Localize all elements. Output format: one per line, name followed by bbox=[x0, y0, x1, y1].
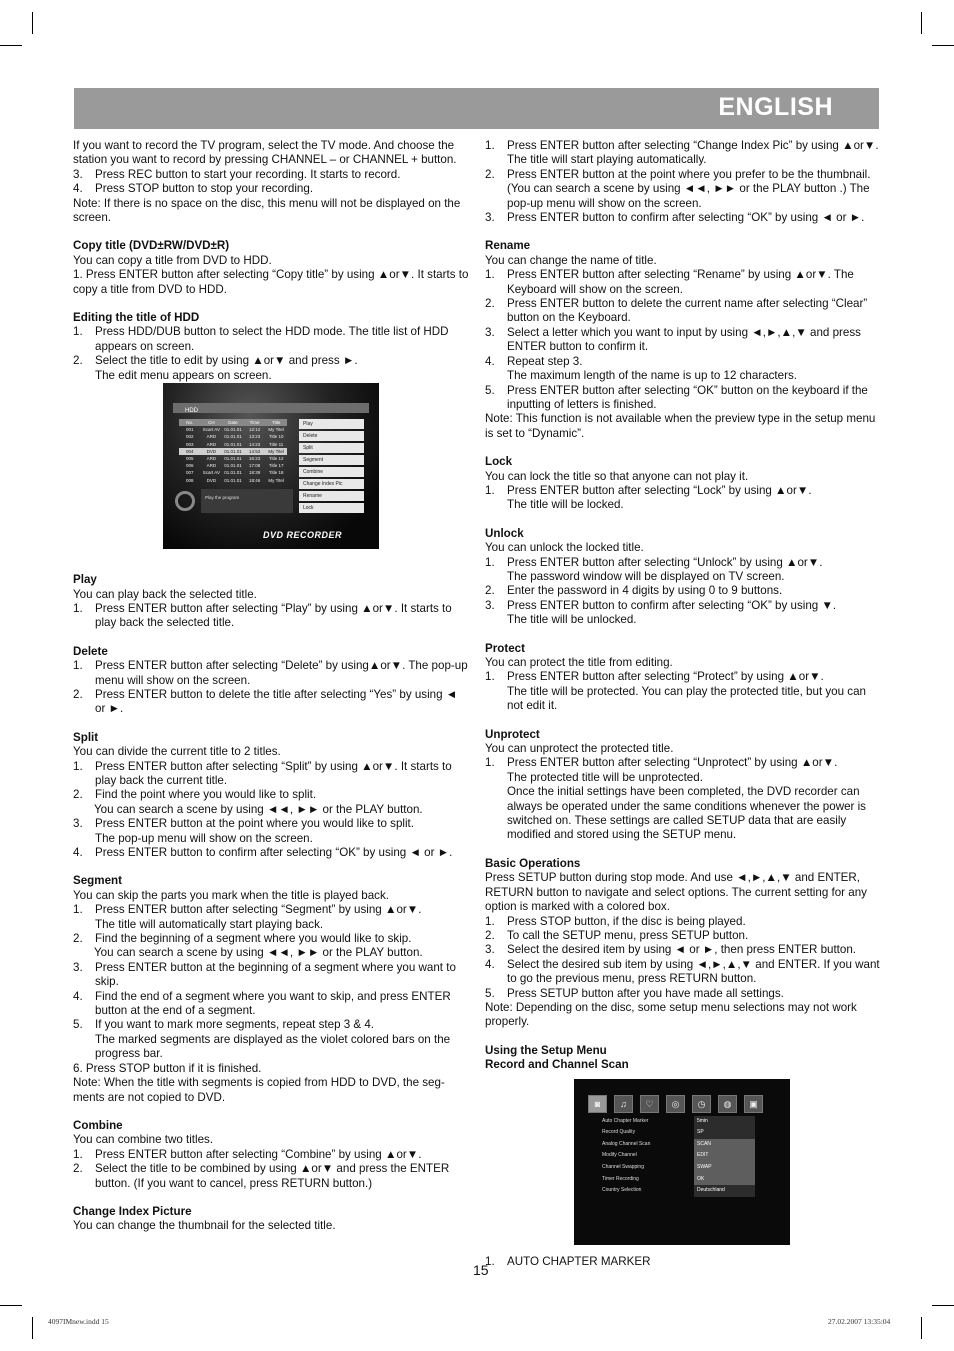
list-item: 1. Press ENTER button after selecting “Protect” by using ▲or▼. bbox=[485, 670, 824, 684]
heart-icon: ♡ bbox=[640, 1095, 659, 1113]
list-item: 1. Press ENTER button after selecting “Split” by using ▲or▼. It starts to play back the current title. bbox=[73, 759, 452, 787]
footer-date: 27.02.2007 13:35:04 bbox=[828, 1317, 891, 1326]
edit-menu bbox=[299, 419, 364, 515]
list-item: 4. Press STOP button to stop your recording. bbox=[73, 182, 314, 196]
crop-mark bbox=[32, 1317, 33, 1339]
section-heading: Segment bbox=[73, 874, 122, 888]
section-heading: Record and Channel Scan bbox=[485, 1058, 629, 1072]
section-heading: Rename bbox=[485, 239, 531, 253]
paragraph: (You can search a scene by using ◄◄, ►► or the PLAY button .) The pop-up menu will show on the screen. bbox=[507, 182, 870, 210]
page-number: 15 bbox=[473, 1262, 489, 1278]
globe-icon: ◍ bbox=[718, 1095, 737, 1113]
menu-item: Segment bbox=[299, 455, 364, 465]
table-row: 002 ARD 01.01.01 13:23 Title 10 bbox=[186, 434, 284, 440]
paragraph: Press SETUP button during stop mode. And use ◄,►,▲,▼ and ENTER, RETURN button to navigate and select options. The current setting for any option is marked with a colored box. bbox=[485, 871, 867, 914]
crop-mark bbox=[932, 1305, 954, 1306]
paragraph: You can unlock the locked title. bbox=[485, 541, 644, 555]
crop-mark bbox=[932, 45, 954, 46]
brand-logo: DVD RECORDER bbox=[263, 530, 343, 541]
hdd-bar: HDD bbox=[173, 403, 369, 413]
setup-row: Auto Chapter Marker 5min bbox=[602, 1116, 762, 1128]
paragraph: You can divide the current title to 2 titles. bbox=[73, 745, 281, 759]
intro-text: If you want to record the TV program, select the TV mode. And choose the station you want to record by pressing CHANNEL – or CHANNEL + button. bbox=[73, 139, 457, 167]
disc-icon bbox=[175, 491, 195, 511]
menu-item: Split bbox=[299, 443, 364, 453]
section-heading: Unlock bbox=[485, 526, 524, 540]
list-item: 4. Press ENTER button to confirm after selecting “OK” by using ◄ or ►. bbox=[73, 846, 453, 859]
paragraph: 6. Press STOP button if it is finished. bbox=[73, 1061, 262, 1075]
paragraph: You can skip the parts you mark when the title is played back. bbox=[73, 888, 389, 902]
table-row: 008 DVD 01.01.01 18:46 My Titel bbox=[186, 477, 284, 483]
paragraph: You can protect the title from editing. bbox=[485, 656, 673, 669]
list-item: 2. Press ENTER button to delete the current name after selecting “Clear” button on the Keyboard. bbox=[485, 297, 868, 325]
paragraph: The title will be locked. bbox=[507, 498, 624, 512]
list-item: 1. Press ENTER button after selecting “Rename” by using ▲or▼. The Keyboard will show on the screen. bbox=[485, 268, 854, 296]
paragraph: You can search a scene by using ◄◄, ►► or the PLAY button. bbox=[94, 946, 423, 960]
paragraph: You can unprotect the protected title. bbox=[485, 742, 674, 756]
paragraph: The edit menu appears on screen. bbox=[95, 368, 272, 382]
paragraph: You can play back the selected title. bbox=[73, 587, 257, 601]
menu-item: Play bbox=[299, 419, 364, 429]
title-table bbox=[179, 419, 287, 484]
menu-item: Change Index Pic bbox=[299, 479, 364, 489]
table-row: 006 ARD 01.01.01 17:08 Title 17 bbox=[186, 463, 284, 469]
section-heading: Delete bbox=[73, 644, 108, 658]
menu-item: Rename bbox=[299, 491, 364, 501]
list-item: 2. Find the point where you would like to split. bbox=[73, 788, 317, 802]
table-row: 001 Scart AV 01.01.01 12:12 My Titel bbox=[186, 427, 284, 433]
paragraph: The title will automatically start playing back. bbox=[95, 917, 324, 931]
setup-tab-icons bbox=[588, 1095, 763, 1113]
paragraph: You can change the thumbnail for the selected title. bbox=[73, 1219, 336, 1233]
setup-menu-screenshot bbox=[574, 1079, 790, 1245]
list-item: 4. Find the end of a segment where you want to skip, and press ENTER button at the end of a segment. bbox=[73, 989, 451, 1018]
table-row: 003 ARD 01.01.01 14:23 Title 11 bbox=[186, 441, 284, 447]
list-item: 1. Press ENTER button after selecting “Play” by using ▲or▼. It starts to play back the selected title. bbox=[73, 601, 452, 630]
list-item: 3. Select the desired item by using ◄ or ►, then press ENTER button. bbox=[485, 943, 857, 957]
note: Note: When the title with segments is copied from HDD to DVD, the seg-ments are not copied to DVD. bbox=[73, 1076, 445, 1104]
list-item: 3. Press REC button to start your recording. It starts to record. bbox=[73, 167, 401, 181]
note: Note: If there is no space on the disc, this menu will not be displayed on the screen. bbox=[73, 196, 461, 225]
paragraph: The maximum length of the name is up to 12 characters. bbox=[507, 369, 797, 383]
list-item: 5. If you want to mark more segments, repeat step 3 & 4. bbox=[73, 1018, 375, 1032]
camera-icon: ◙ bbox=[588, 1095, 607, 1113]
list-item: 5. Press SETUP button after you have made all settings. bbox=[485, 986, 784, 1000]
list-item: 3. Press ENTER button at the beginning of a segment where you want to skip. bbox=[73, 960, 456, 989]
menu-item: Lock bbox=[299, 503, 364, 513]
music-icon: ♫ bbox=[614, 1095, 633, 1113]
list-item: 1. AUTO CHAPTER MARKER bbox=[485, 1254, 651, 1268]
list-item: 2. Find the beginning of a segment where you would like to skip. bbox=[73, 932, 412, 946]
list-item: 1. Press ENTER button after selecting “Combine” by using ▲or▼. bbox=[73, 1147, 422, 1161]
crop-mark bbox=[0, 45, 22, 46]
section-heading: Split bbox=[73, 730, 99, 744]
language-header bbox=[74, 88, 879, 129]
list-item: 1. Press ENTER button after selecting “Lock” by using ▲or▼. bbox=[485, 483, 812, 497]
list-item: 2. Enter the password in 4 digits by using 0 to 9 buttons. bbox=[485, 584, 783, 598]
section-heading: Change Index Picture bbox=[73, 1204, 192, 1218]
paragraph: The pop-up menu will show on the screen. bbox=[95, 831, 313, 845]
setup-row: Channel Swapping SWAP bbox=[602, 1162, 762, 1174]
crop-mark bbox=[921, 12, 922, 34]
note: Note: This function is not available when the preview type in the setup menu is set to “Dynamic”. bbox=[485, 412, 876, 440]
setup-row: Timer Recording OK bbox=[602, 1174, 762, 1186]
paragraph: Once the initial settings have been completed, the DVD recorder can always be operated under the same conditions whenever the power is switched on. These settings are called SETUP data that are easily modified and stored using the SETUP menu. bbox=[507, 785, 866, 842]
section-heading: Play bbox=[73, 573, 97, 587]
disc-icon: ◎ bbox=[666, 1095, 685, 1113]
list-item: 2. Press ENTER button to delete the title after selecting “Yes” by using ◄ or ►. bbox=[73, 687, 458, 716]
setup-row: Analog Channel Scan SCAN bbox=[602, 1139, 762, 1151]
list-item: 5. Press ENTER button after selecting “OK” button on the keyboard if the inputting of letters is finished. bbox=[485, 383, 868, 411]
list-item: 1. Press ENTER button after selecting “Delete” by using▲or▼. The pop-up menu will show on the screen. bbox=[73, 659, 468, 687]
section-heading: Copy title (DVD±RW/DVD±R) bbox=[73, 239, 230, 253]
setup-row: Modify Channel EDIT bbox=[602, 1150, 762, 1162]
language-title: ENGLISH bbox=[718, 93, 833, 121]
table-row-selected: 004 DVD 01.01.01 14:52 My Titel bbox=[179, 448, 287, 455]
list-item: 1. Press ENTER button after selecting “Change Index Pic” by using ▲or▼. bbox=[485, 139, 879, 152]
menu-item: Delete bbox=[299, 431, 364, 441]
section-heading: Unprotect bbox=[485, 727, 540, 741]
film-icon: ▣ bbox=[744, 1095, 763, 1113]
paragraph: You can combine two titles. bbox=[73, 1133, 214, 1147]
table-header: No. CH Date Time Title bbox=[179, 419, 287, 426]
paragraph: The protected title will be unprotected. bbox=[507, 770, 703, 784]
list-item: 2. Press ENTER button at the point where you prefer to be the thumbnail. bbox=[485, 167, 871, 181]
list-item: 3. Press ENTER button to confirm after selecting “OK” by using ◄ or ►. bbox=[485, 211, 865, 225]
table-row: 005 ARD 01.01.01 16:23 Title 12 bbox=[186, 456, 284, 462]
paragraph: The password window will be displayed on TV screen. bbox=[507, 569, 785, 583]
clock-icon: ◷ bbox=[692, 1095, 711, 1113]
setup-row: Record Quality SP bbox=[602, 1127, 762, 1139]
paragraph: The title will be unlocked. bbox=[507, 613, 637, 627]
list-item: 1. Press ENTER button after selecting “Segment” by using ▲or▼. bbox=[73, 903, 422, 917]
right-column bbox=[485, 139, 881, 1269]
list-item: 3. Press ENTER button to confirm after selecting “OK” by using ▼. bbox=[485, 598, 837, 612]
paragraph: The marked segments are displayed as the violet colored bars on the progress bar. bbox=[95, 1032, 451, 1061]
table-row: 007 Scart AV 01.01.01 18:39 Title 18 bbox=[186, 470, 284, 476]
info-box: Play the program bbox=[201, 489, 293, 513]
setup-row: Country Selection Deutschland bbox=[602, 1185, 762, 1197]
section-heading: Protect bbox=[485, 641, 525, 655]
section-heading: Lock bbox=[485, 455, 513, 469]
paragraph: The title will be protected. You can play the protected title, but you can not edit it. bbox=[507, 684, 866, 713]
list-item: 2. Select the title to edit by using ▲or▼ and press ►. bbox=[73, 354, 358, 368]
list-item: 1. Press ENTER button after selecting “Unlock” by using ▲or▼. bbox=[485, 555, 823, 569]
hdd-title-list-screenshot bbox=[163, 383, 379, 549]
paragraph: You can search a scene by using ◄◄, ►► or the PLAY button. bbox=[94, 802, 423, 816]
list-item: 1. Press STOP button, if the disc is being played. bbox=[485, 914, 746, 928]
paragraph: 1. Press ENTER button after selecting “Copy title” by using ▲or▼. It starts to copy a title from DVD to HDD. bbox=[73, 268, 469, 296]
crop-mark bbox=[0, 1305, 22, 1306]
list-item: 3. Select a letter which you want to input by using ◄,►,▲,▼ and press ENTER button to confirm it. bbox=[485, 325, 861, 354]
setup-rows bbox=[602, 1116, 762, 1197]
list-item: 4. Select the desired sub item by using ◄,►,▲,▼ and ENTER. If you want to go the previous menu, press RETURN button. bbox=[485, 957, 880, 986]
section-heading: Basic Operations bbox=[485, 856, 581, 870]
crop-mark bbox=[32, 12, 33, 34]
paragraph: You can change the name of title. bbox=[485, 253, 657, 267]
paragraph: You can copy a title from DVD to HDD. bbox=[73, 253, 272, 267]
list-item: 1. Press ENTER button after selecting “Unprotect” by using ▲or▼. bbox=[485, 756, 838, 770]
note: Note: Depending on the disc, some setup menu selections may not work properly. bbox=[485, 1000, 857, 1029]
menu-item: Combine bbox=[299, 467, 364, 477]
left-column bbox=[73, 139, 469, 1234]
crop-mark bbox=[921, 1317, 922, 1339]
list-item: 1. Press HDD/DUB button to select the HDD mode. The title list of HDD appears on screen. bbox=[73, 325, 449, 353]
footer-file: 4097IMnew.indd 15 bbox=[48, 1317, 109, 1326]
list-item: 2. Select the title to be combined by using ▲or▼ and press the ENTER button. (If you want to cancel, press RETURN button.) bbox=[73, 1162, 450, 1190]
section-heading: Using the Setup Menu bbox=[485, 1043, 607, 1057]
list-item: 4. Repeat step 3. bbox=[485, 354, 583, 368]
list-item: 2. To call the SETUP menu, press SETUP button. bbox=[485, 928, 749, 942]
list-item: 3. Press ENTER button at the point where you would like to split. bbox=[73, 817, 414, 831]
paragraph: The title will start playing automatically. bbox=[507, 153, 707, 167]
section-heading: Combine bbox=[73, 1118, 123, 1132]
section-heading: Editing the title of HDD bbox=[73, 311, 200, 325]
paragraph: You can lock the title so that anyone can not play it. bbox=[485, 469, 749, 483]
